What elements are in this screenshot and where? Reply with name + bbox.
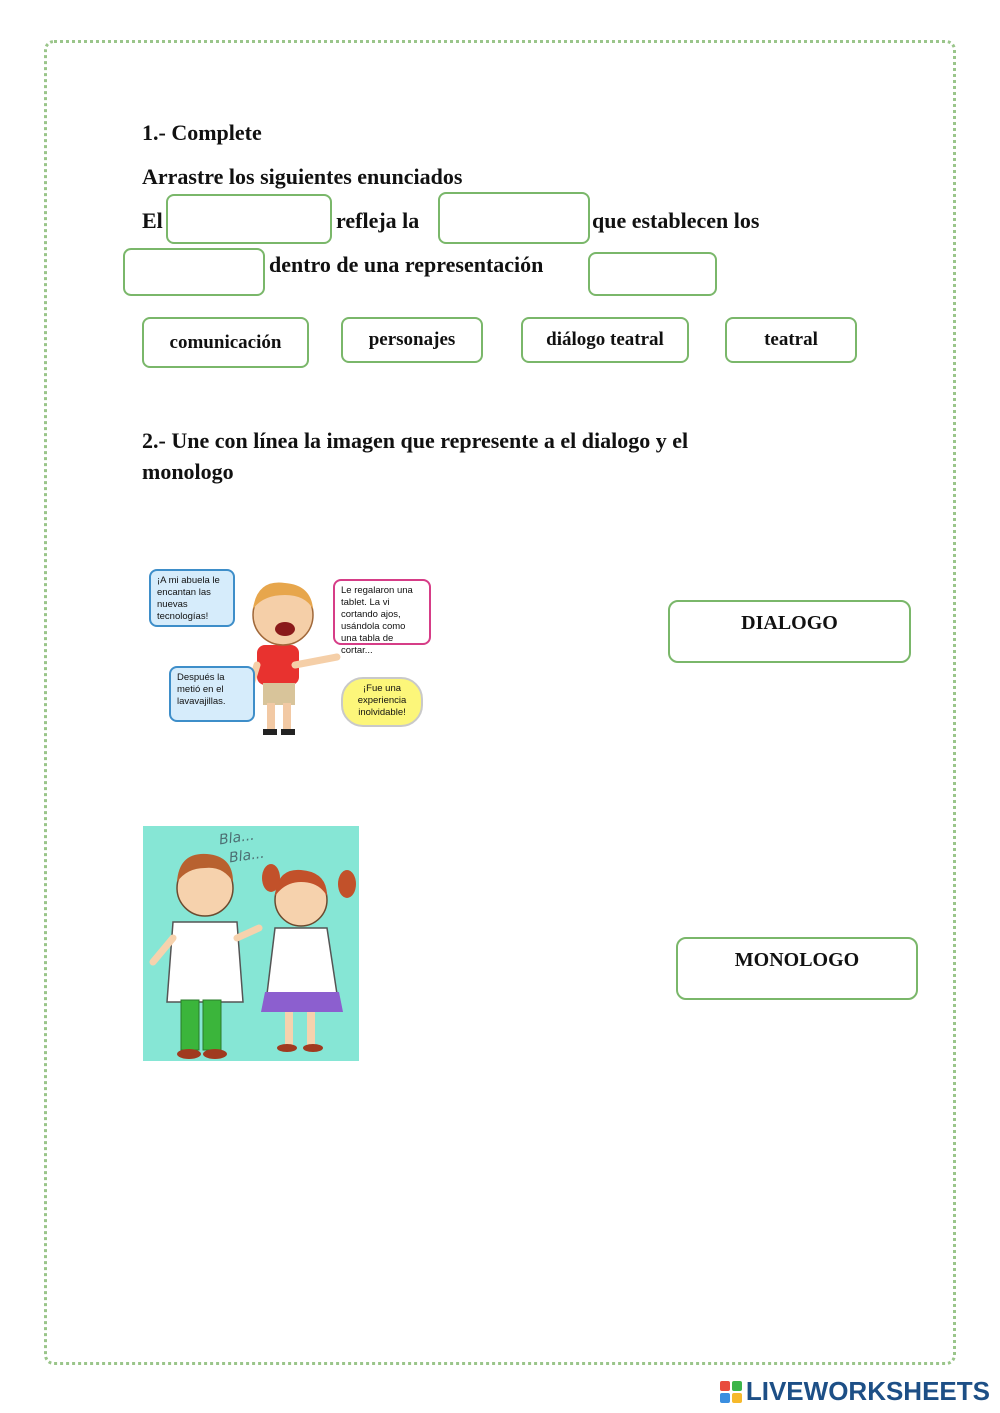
logo-grid-icon <box>720 1381 742 1403</box>
drop-zone-2[interactable] <box>438 192 590 244</box>
speech-bubble-3: Después la metió en el lavavajillas. <box>169 666 255 722</box>
section1-instruction: Arrastre los siguientes enunciados <box>142 164 463 189</box>
drop-zone-3[interactable] <box>123 248 265 296</box>
target-monologo[interactable]: MONOLOGO <box>676 937 918 1000</box>
monologue-illustration <box>145 565 435 740</box>
section2-title-line1: 2.- Une con línea la imagen que represente a el dialogo y el <box>142 428 689 453</box>
dialogue-illustration <box>143 826 359 1061</box>
logo-text: LIVEWORKSHEETS <box>745 1376 990 1406</box>
section1-title: 1.- Complete <box>142 120 262 145</box>
option-teatral[interactable]: teatral <box>725 317 857 363</box>
option-personajes[interactable]: personajes <box>341 317 483 363</box>
speech-bubble-1: ¡A mi abuela le encantan las nuevas tecnologías! <box>149 569 235 627</box>
drop-zone-1[interactable] <box>166 194 332 244</box>
bla-text-2: Bla... <box>228 845 266 867</box>
sentence-word-el: El <box>142 208 163 233</box>
liveworksheets-logo <box>720 1376 990 1407</box>
bla-text-1: Bla... <box>218 827 256 849</box>
option-comunicacion[interactable]: comunicación <box>142 317 309 368</box>
speech-bubble-2: Le regalaron una tablet. La vi cortando ajos, usándola como una tabla de cortar... <box>333 579 431 645</box>
drop-zone-4[interactable] <box>588 252 717 296</box>
sentence-word-refleja: refleja la <box>336 208 420 233</box>
section2-title-line2: monologo <box>142 459 234 484</box>
option-dialogo-teatral[interactable]: diálogo teatral <box>521 317 689 363</box>
target-dialogo[interactable]: DIALOGO <box>668 600 911 663</box>
sentence-word-representacion: dentro de una representación <box>269 252 544 277</box>
sentence-word-establecen: que establecen los <box>592 208 760 233</box>
speech-bubble-4: ¡Fue una experiencia inolvidable! <box>341 677 423 727</box>
